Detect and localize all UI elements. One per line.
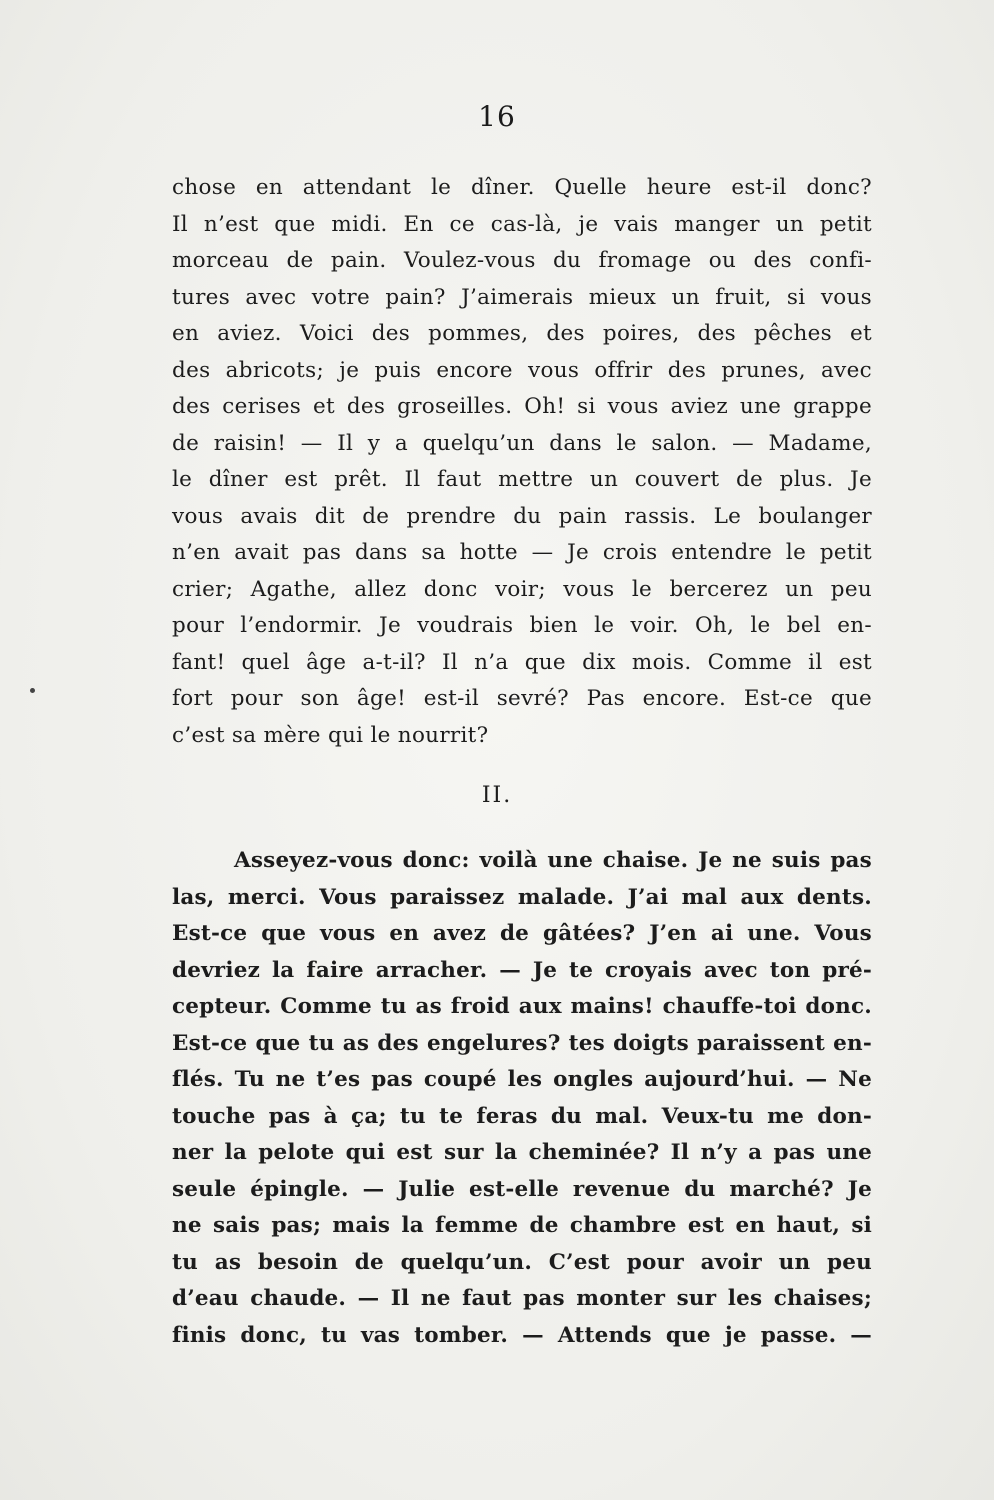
text-line: tures avec votre pain? J’aimerais mieux un fruit, si vous bbox=[172, 284, 872, 310]
text-line: des cerises et des groseilles. Oh! si vous aviez une grappe bbox=[172, 394, 872, 419]
text-line: seule épingle. — Julie est-elle revenue du marché? Je bbox=[172, 1176, 872, 1202]
section-heading: II. bbox=[481, 783, 513, 808]
text-line: flés. Tu ne t’es pas coupé les ongles aujourd’hui. — Ne bbox=[172, 1067, 872, 1092]
section-one-text bbox=[172, 170, 872, 754]
text-line: finis donc, tu vas tomber. — Attends que je passe. — bbox=[172, 1322, 872, 1348]
text-line: le dîner est prêt. Il faut mettre un couvert de plus. Je bbox=[172, 467, 872, 492]
section-two-text bbox=[172, 843, 872, 1354]
text-line: morceau de pain. Voulez-vous du fromage ou des confi- bbox=[172, 248, 872, 273]
text-line: las, merci. Vous paraissez malade. J’ai mal aux dents. bbox=[172, 884, 872, 910]
text-line: chose en attendant le dîner. Quelle heure est-il donc? bbox=[172, 175, 872, 200]
text-line: Il n’est que midi. En ce cas-là, je vais manger un petit bbox=[172, 211, 872, 237]
text-line: ner la pelote qui est sur la cheminée? Il n’y a pas une bbox=[172, 1140, 872, 1165]
text-line: d’eau chaude. — Il ne faut pas monter sur les chaises; bbox=[172, 1286, 872, 1311]
text-line: pour l’endormir. Je voudrais bien le voir. Oh, le bel en- bbox=[172, 613, 872, 638]
text-line: cepteur. Comme tu as froid aux mains! chauffe-toi donc. bbox=[172, 994, 872, 1019]
text-line: fant! quel âge a-t-il? Il n’a que dix mois. Comme il est bbox=[172, 649, 872, 675]
text-line: n’en avait pas dans sa hotte — Je crois entendre le petit bbox=[172, 540, 872, 565]
text-line: vous avais dit de prendre du pain rassis. Le boulanger bbox=[172, 503, 872, 529]
text-line: fort pour son âge! est-il sevré? Pas encore. Est-ce que bbox=[172, 686, 872, 711]
print-speck bbox=[30, 688, 35, 693]
text-line: crier; Agathe, allez donc voir; vous le bercerez un peu bbox=[172, 576, 872, 602]
text-line: devriez la faire arracher. — Je te croyais avec ton pré- bbox=[172, 957, 872, 983]
text-line: Est-ce que vous en avez de gâtées? J’en ai une. Vous bbox=[172, 921, 872, 946]
text-line: touche pas à ça; tu te feras du mal. Veux-tu me don- bbox=[172, 1103, 872, 1129]
text-line: tu as besoin de quelqu’un. C’est pour avoir un peu bbox=[172, 1249, 872, 1275]
text-line: Est-ce que tu as des engelures? tes doigts paraissent en- bbox=[172, 1030, 872, 1056]
text-line: de raisin! — Il y a quelqu’un dans le salon. — Madame, bbox=[172, 430, 872, 456]
text-line: Asseyez-vous donc: voilà une chaise. Je ne suis pas bbox=[234, 848, 872, 873]
page-number: 16 bbox=[478, 100, 516, 133]
text-line: ne sais pas; mais la femme de chambre est en haut, si bbox=[172, 1213, 872, 1238]
text-line: des abricots; je puis encore vous offrir des prunes, avec bbox=[172, 357, 872, 383]
text-line: c’est sa mère qui le nourrit? bbox=[172, 722, 489, 748]
text-line: en aviez. Voici des pommes, des poires, des pêches et bbox=[172, 321, 872, 346]
